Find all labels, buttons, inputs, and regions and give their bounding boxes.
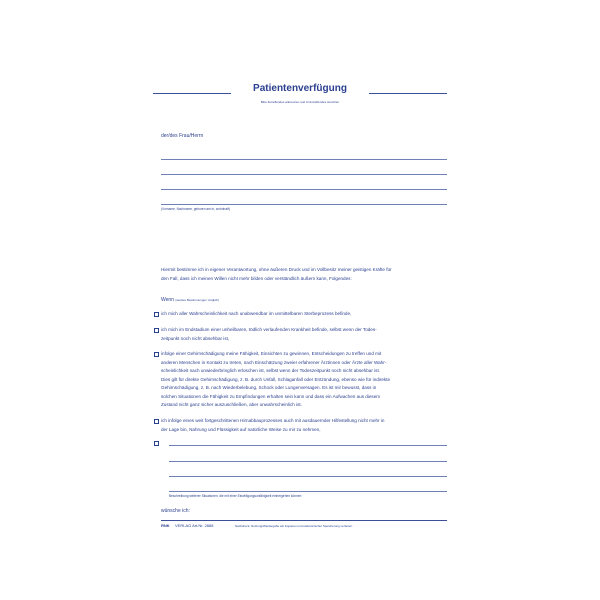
condition-line: solchen Situationen die Fähigkeit zu Empfindungen erhalten sein kann und dass ein Aufwachen aus diesem (161, 393, 381, 399)
title-rule-left (153, 93, 231, 94)
wish-label: wünsche ich: (161, 508, 190, 514)
declaration-line: den Fall, dass ich meinen Willen nicht mehr bilden oder verständlich äußern kann, Folgendes: (161, 275, 352, 281)
condition-line: ich infolge eines weit fortgeschrittenen Hirnabbauprozesses auch mit ausdauernder Hilfestellung nicht mehr in (161, 418, 385, 423)
other-condition-field-3[interactable] (169, 476, 447, 477)
declaration-line: Hiermit bestimme ich in eigener Verantwortung, ohne äußeren Druck und im Vollbesitz meiner geistigen Kräfte für (161, 267, 392, 272)
other-condition-field-2[interactable] (169, 461, 447, 462)
condition-line: Zustand nicht ganz sicher auszuschließen, aber unwahrscheinlich ist. (161, 402, 302, 407)
declaration-text (161, 266, 461, 283)
condition-line: Gehirnschädigung, z. B. nach Wiederbelebung, Schock oder Lungenversagen. Es ist mir bewusst, dass in (161, 385, 377, 390)
person-intro-label: der/des Frau/Herrn (161, 133, 204, 139)
condition-checkbox[interactable] (154, 352, 159, 357)
condition-line: der Lage bin, Nahrung und Flüssigkeit auf natürliche Weise zu mir zu nehmen, (161, 426, 321, 432)
condition-checkbox[interactable] (154, 328, 159, 333)
condition-item (161, 326, 459, 343)
condition-line: ich mich aller Wahrscheinlichkeit nach unabwendbar im unmittelbaren Sterbeprozess befinde, (161, 311, 352, 316)
condition-checkbox[interactable] (154, 419, 159, 424)
person-field-3[interactable] (161, 189, 447, 190)
patient-directive-form (145, 75, 455, 530)
condition-item (161, 417, 459, 434)
footer-rule (161, 520, 447, 521)
person-field-4[interactable] (161, 204, 447, 205)
condition-line: ich mich im Endstadium einer unheilbaren, tödlich verlaufenden Krankheit befinde, selbst wenn der Todes- (161, 327, 377, 332)
person-fields-caption: (Vorname, Nachname, geboren am in, wohnhaft) (161, 207, 230, 211)
publisher-logo: RNK (161, 523, 170, 528)
condition-item (161, 310, 459, 319)
page-subtitle: Bitte Zutreffendes ankreuzen und Unzutreffendes streichen (260, 100, 340, 104)
other-condition-caption: Beschreibung weiterer Situationen, die mit einer Einwilligungsunfähigkeit einhergehen können (169, 494, 302, 498)
publisher-info: VERLAG Art.Nr. 2888 (175, 523, 214, 528)
condition-line: scheinlichkeit nach unwiederbringlich erloschen ist, selbst wenn der Todeszeitpunkt noch nicht absehbar ist. (161, 368, 381, 373)
title-rule-right (369, 93, 447, 94)
conditions-heading-label: Wenn (161, 297, 174, 303)
condition-item (161, 350, 459, 410)
conditions-heading-note: (weitere Bestimmungen möglich) (175, 298, 220, 302)
condition-checkbox[interactable] (154, 441, 159, 446)
other-condition-field-4[interactable] (169, 491, 447, 492)
condition-line: infolge einer Gehirnschädigung meine Fähigkeit, Einsichten zu gewinnen, Entscheidungen zu treffen und mit (161, 351, 382, 356)
person-field-2[interactable] (161, 174, 447, 175)
condition-line: zeitpunkt noch nicht absehbar ist, (161, 335, 230, 341)
page-title: Patientenverfügung (253, 83, 347, 94)
copyright-note: Nachdruck, Nutzung/Wiedergabe als Kopieren und elektronischer Speicherung verboten (235, 524, 353, 528)
other-condition-field-1[interactable] (169, 445, 447, 446)
person-field-1[interactable] (161, 159, 447, 160)
condition-line: Dies gilt für direkte Gehirnschädigung, z. B. durch Unfall, Schlaganfall oder Entzündung, ebenso wie für indirekte (161, 376, 391, 382)
title-row (153, 81, 447, 101)
condition-checkbox[interactable] (154, 312, 159, 317)
condition-line: anderen Menschen in Kontakt zu treten, nach Einschätzung zweier erfahrener Ärztinnen oder Ärzte aller Wahr- (161, 359, 387, 365)
conditions-heading (161, 297, 219, 303)
